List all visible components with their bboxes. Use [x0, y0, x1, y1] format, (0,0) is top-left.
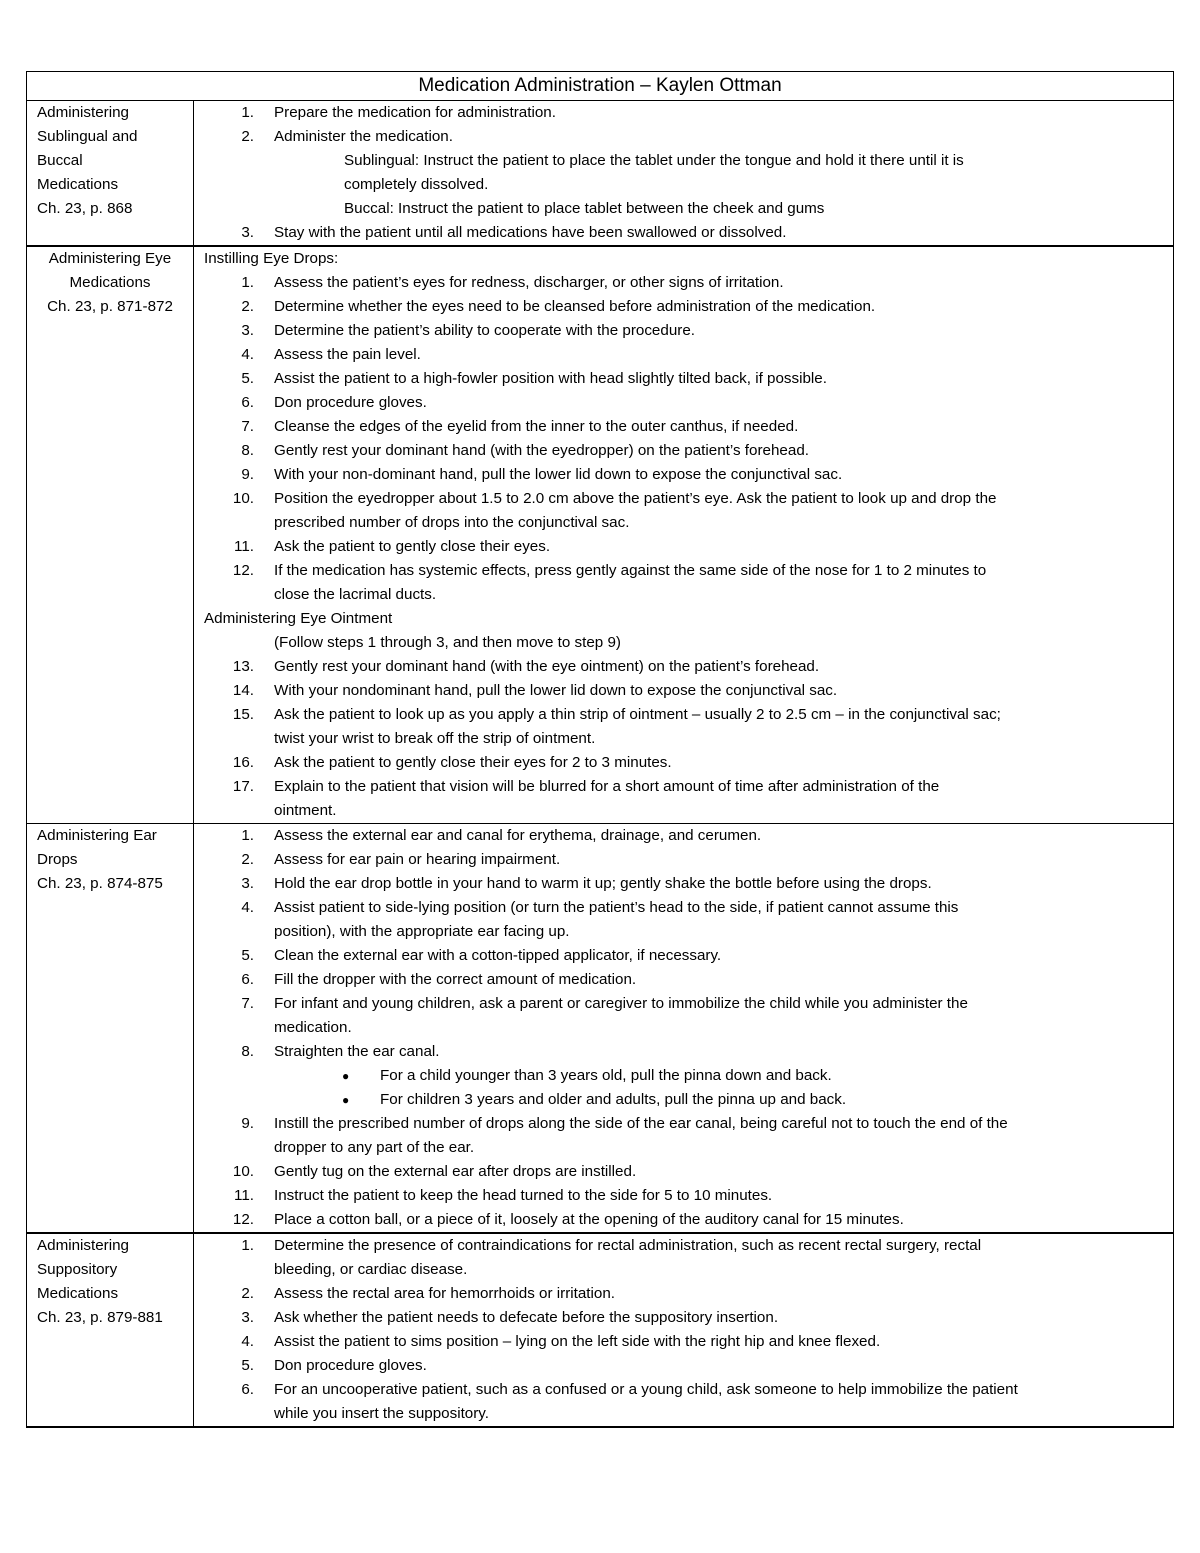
step-number: 3. [241, 322, 254, 339]
step-text: Stay with the patient until all medications have been swallowed or dissolved. [274, 224, 787, 241]
step-number: 2. [241, 128, 254, 145]
label-line: Administering [37, 104, 130, 121]
list-item [204, 1282, 1167, 1306]
list-item [204, 487, 1167, 535]
step-text: Ask the patient to look up as you apply a thin strip of ointment – usually 2 to 2.5 cm – in the conjunctival sac; [274, 706, 1001, 723]
step-number: 9. [241, 1115, 254, 1132]
step-number: 11. [234, 1187, 254, 1204]
bullet-item [204, 1088, 1167, 1112]
step-number: 1. [241, 274, 254, 291]
label-line: Medications [37, 1285, 119, 1302]
bullet-text: For a child younger than 3 years old, pull the pinna down and back. [380, 1067, 832, 1084]
section-steps [194, 101, 1174, 247]
step-number: 12. [232, 1211, 254, 1228]
list-item [204, 271, 1167, 295]
section-row [27, 246, 1174, 824]
step-text: Place a cotton ball, or a piece of it, loosely at the opening of the auditory canal for 15 minutes. [274, 1211, 904, 1228]
step-text: Gently rest your dominant hand (with the eyedropper) on the patient’s forehead. [274, 442, 809, 459]
step-text: Straighten the ear canal. [274, 1043, 440, 1060]
label-line: Medications [37, 176, 119, 193]
list-item [204, 775, 1167, 823]
label-line: Ch. 23, p. 868 [37, 200, 133, 217]
step-text: Assess for ear pain or hearing impairment. [274, 851, 561, 868]
step-text: position), with the appropriate ear facing up. [274, 923, 570, 940]
step-number: 10. [232, 490, 254, 507]
step-text: ointment. [274, 802, 337, 819]
step-number: 5. [241, 1357, 254, 1374]
section-row [27, 824, 1174, 1234]
list-item [204, 295, 1167, 319]
bullet-text: For children 3 years and older and adults, pull the pinna up and back. [380, 1091, 847, 1108]
list-item [204, 535, 1167, 559]
list-item [204, 848, 1167, 872]
step-number: 6. [241, 1381, 254, 1398]
list-item [204, 751, 1167, 775]
step-text: For infant and young children, ask a parent or caregiver to immobilize the child while you administer the [274, 995, 968, 1012]
section-steps [194, 246, 1174, 824]
step-text: If the medication has systemic effects, press gently against the same side of the nose for 1 to 2 minutes to [274, 562, 987, 579]
step-text: Clean the external ear with a cotton-tipped applicator, if necessary. [274, 947, 722, 964]
step-number: 4. [241, 346, 254, 363]
step-text: Don procedure gloves. [274, 394, 427, 411]
step-text: Instill the prescribed number of drops along the side of the ear canal, being careful not to touch the end of the [274, 1115, 1008, 1132]
step-number: 14. [232, 682, 254, 699]
sub-instruction: completely dissolved. [344, 176, 489, 193]
step-number: 3. [241, 1309, 254, 1326]
step-number: 12. [232, 562, 254, 579]
list-item [204, 824, 1167, 848]
section-row [27, 1233, 1174, 1427]
step-number: 7. [241, 995, 254, 1012]
list-item [204, 221, 1167, 245]
step-text: Gently tug on the external ear after drops are instilled. [274, 1163, 637, 1180]
step-text: Instruct the patient to keep the head turned to the side for 5 to 10 minutes. [274, 1187, 773, 1204]
sub-instruction: Buccal: Instruct the patient to place tablet between the cheek and gums [344, 200, 825, 217]
step-number: 6. [241, 971, 254, 988]
label-line: Sublingual and [37, 128, 138, 145]
title-row [27, 72, 1174, 101]
step-text: For an uncooperative patient, such as a confused or a young child, ask someone to help immobilize the patient [274, 1381, 1018, 1398]
list-item [204, 992, 1167, 1040]
step-text: Determine whether the eyes need to be cleansed before administration of the medication. [274, 298, 876, 315]
step-text: medication. [274, 1019, 352, 1036]
step-text: Position the eyedropper about 1.5 to 2.0 cm above the patient’s eye. Ask the patient to look up and drop the [274, 490, 997, 507]
step-number: 16. [232, 754, 254, 771]
step-number: 8. [241, 1043, 254, 1060]
step-number: 8. [241, 442, 254, 459]
list-item [204, 463, 1167, 487]
step-text: bleeding, or cardiac disease. [274, 1261, 468, 1278]
step-text: With your non-dominant hand, pull the lower lid down to expose the conjunctival sac. [274, 466, 843, 483]
step-number: 10. [232, 1163, 254, 1180]
list-item [204, 1112, 1167, 1160]
step-number: 6. [241, 394, 254, 411]
list-item [204, 1378, 1167, 1426]
label-line: Drops [37, 851, 78, 868]
step-number: 4. [241, 899, 254, 916]
step-number: 11. [234, 538, 254, 555]
step-text: Determine the presence of contraindications for rectal administration, such as recent rectal surgery, rectal [274, 1237, 982, 1254]
list-item [204, 439, 1167, 463]
step-text: prescribed number of drops into the conjunctival sac. [274, 514, 630, 531]
step-text: Assist the patient to sims position – lying on the left side with the right hip and knee flexed. [274, 1333, 881, 1350]
step-note: (Follow steps 1 through 3, and then move to step 9) [274, 634, 621, 651]
list-item [204, 944, 1167, 968]
step-text: Determine the patient’s ability to cooperate with the procedure. [274, 322, 695, 339]
section-label [27, 101, 194, 247]
subsection-heading: Instilling Eye Drops: [204, 250, 339, 267]
list-item [204, 101, 1167, 125]
list-item [204, 1208, 1167, 1232]
label-line: Administering [37, 1237, 130, 1254]
step-number: 13. [232, 658, 254, 675]
step-text: Fill the dropper with the correct amount of medication. [274, 971, 637, 988]
list-item [204, 872, 1167, 896]
step-text: Assess the pain level. [274, 346, 421, 363]
list-item [204, 319, 1167, 343]
step-number: 3. [241, 875, 254, 892]
step-text: Explain to the patient that vision will be blurred for a short amount of time after administration of the [274, 778, 940, 795]
bullet-icon: ● [342, 1069, 350, 1083]
section-row [27, 101, 1174, 247]
step-text: Assist patient to side-lying position (or turn the patient’s head to the side, if patient cannot assume this [274, 899, 959, 916]
step-text: Gently rest your dominant hand (with the eye ointment) on the patient’s forehead. [274, 658, 820, 675]
step-number: 3. [241, 224, 254, 241]
step-text: Hold the ear drop bottle in your hand to warm it up; gently shake the bottle before using the drops. [274, 875, 932, 892]
step-text: Assess the rectal area for hemorrhoids or irritation. [274, 1285, 616, 1302]
label-line: Ch. 23, p. 871-872 [47, 298, 173, 315]
label-line: Ch. 23, p. 879-881 [37, 1309, 163, 1326]
list-item [204, 1354, 1167, 1378]
step-text: With your nondominant hand, pull the lower lid down to expose the conjunctival sac. [274, 682, 838, 699]
list-item [204, 1160, 1167, 1184]
subsection-heading: Administering Eye Ointment [204, 610, 393, 627]
list-item [204, 1040, 1167, 1064]
step-text: Cleanse the edges of the eyelid from the inner to the outer canthus, if needed. [274, 418, 799, 435]
list-item [204, 1184, 1167, 1208]
step-text: Don procedure gloves. [274, 1357, 427, 1374]
step-number: 5. [241, 947, 254, 964]
label-line: Medications [69, 274, 151, 291]
step-number: 2. [241, 298, 254, 315]
step-number: 1. [241, 1237, 254, 1254]
step-number: 1. [241, 827, 254, 844]
step-text: Administer the medication. [274, 128, 453, 145]
list-item [204, 559, 1167, 607]
label-line: Ch. 23, p. 874-875 [37, 875, 163, 892]
label-line: Administering Eye [48, 250, 172, 267]
step-number: 5. [241, 370, 254, 387]
step-number: 2. [241, 851, 254, 868]
label-line: Buccal [37, 152, 83, 169]
label-line: Administering Ear [37, 827, 157, 844]
list-item [204, 703, 1167, 751]
bullet-icon: ● [342, 1093, 350, 1107]
step-number: 2. [241, 1285, 254, 1302]
step-text: Prepare the medication for administration. [274, 104, 556, 121]
medication-table [26, 71, 1174, 1428]
section-steps [194, 1233, 1174, 1427]
step-number: 7. [241, 418, 254, 435]
list-item [204, 415, 1167, 439]
step-number: 4. [241, 1333, 254, 1350]
list-item [204, 343, 1167, 367]
list-item [204, 968, 1167, 992]
list-item [204, 679, 1167, 703]
step-number: 9. [241, 466, 254, 483]
list-item [204, 1234, 1167, 1282]
step-text: Ask the patient to gently close their eyes for 2 to 3 minutes. [274, 754, 672, 771]
step-number: 15. [232, 706, 254, 723]
section-label [27, 824, 194, 1234]
step-text: Assess the patient’s eyes for redness, discharger, or other signs of irritation. [274, 274, 784, 291]
step-text: close the lacrimal ducts. [274, 586, 437, 603]
list-item [204, 125, 1167, 149]
list-item [204, 367, 1167, 391]
step-text: twist your wrist to break off the strip of ointment. [274, 730, 596, 747]
document-title: Medication Administration – Kaylen Ottman [27, 72, 1174, 101]
step-text: Ask whether the patient needs to defecate before the suppository insertion. [274, 1309, 779, 1326]
section-label [27, 246, 194, 824]
step-text: Assist the patient to a high-fowler position with head slightly tilted back, if possible. [274, 370, 827, 387]
list-item [204, 391, 1167, 415]
step-text: Ask the patient to gently close their eyes. [274, 538, 551, 555]
step-number: 1. [241, 104, 254, 121]
section-label [27, 1233, 194, 1427]
bullet-item [204, 1064, 1167, 1088]
step-number: 17. [232, 778, 254, 795]
sub-instruction: Sublingual: Instruct the patient to place the tablet under the tongue and hold it there until it is [344, 152, 964, 169]
step-text: Assess the external ear and canal for erythema, drainage, and cerumen. [274, 827, 762, 844]
label-line: Suppository [37, 1261, 118, 1278]
list-item [204, 655, 1167, 679]
list-item [204, 1306, 1167, 1330]
step-text: dropper to any part of the ear. [274, 1139, 475, 1156]
section-steps [194, 824, 1174, 1234]
document-page [26, 71, 1174, 1428]
step-text: while you insert the suppository. [274, 1405, 489, 1422]
list-item [204, 1330, 1167, 1354]
list-item [204, 896, 1167, 944]
